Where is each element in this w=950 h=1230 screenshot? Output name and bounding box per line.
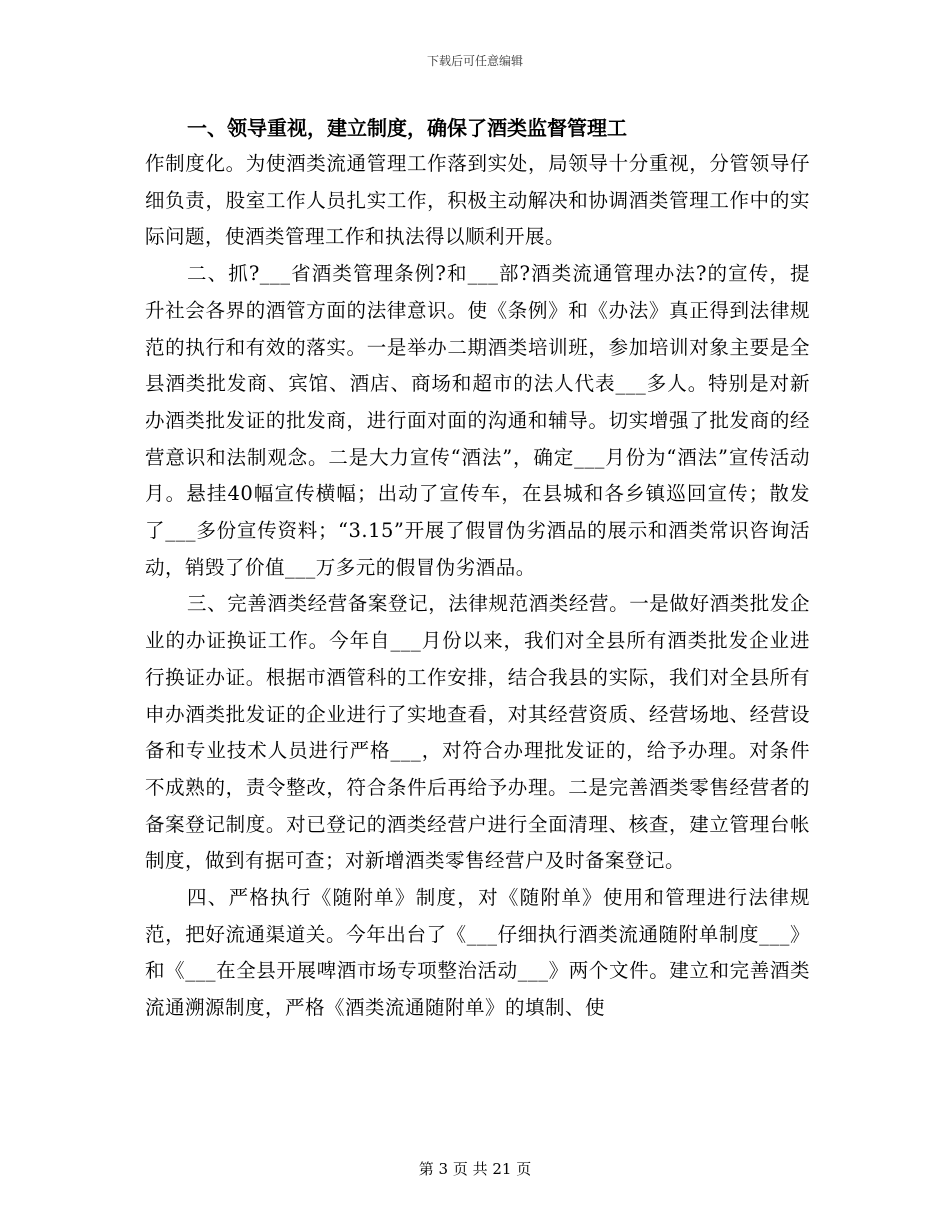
paragraph-2: 二、抓?___省酒类管理条例?和___部?酒类流通管理办法?的宣传，提升社会各界的酒管方面的法律意识。使《条例》和《办法》真正得到法律规范的执行和有效的落实。一是举办二期酒类培训班，参加培训对象主要是全县酒类批发商、宾馆、酒店、商场和超市的法人代表___多人。特别是对新办酒类批发证的批发商，进行面对面的沟通和辅导。切实增强了批发商的经营意识和法制观念。二是大力宣传“酒法”，确定___月份为“酒法”宣传活动月。悬挂40幅宣传横幅；出动了宣传车，在县城和各乡镇巡回宣传；散发了___多份宣传资料；“3.15”开展了假冒伪劣酒品的展示和酒类常识咨询活动，销毁了价值___万多元的假冒伪劣酒品。 [145,262,810,579]
page-header: 下载后可任意编辑 [426,54,523,68]
paragraph-3: 三、完善酒类经营备案登记，法律规范酒类经营。一是做好酒类批发企业的办证换证工作。今年自___月份以来，我们对全县所有酒类批发企业进行换证办证。根据市酒管科的工作安排，结合我县的实际，我们对全县所有申办酒类批发证的企业进行了实地查看，对其经营资质、经营场地、经营设备和专业技术人员进行严格___，对符合办理批发证的，给予办理。对条件不成熟的，责令整改，符合条件后再给予办理。二是完善酒类零售经营者的备案登记制度。对已登记的酒类经营户进行全面清理、核查，建立管理台帐制度，做到有据可查；对新增酒类零售经营户及时备案登记。 [145,592,810,873]
page-number: 第 3 页 共 21 页 [418,1160,532,1178]
document-body [145,110,810,1027]
paragraph-4: 四、严格执行《随附单》制度，对《随附单》使用和管理进行法律规范，把好流通渠道关。今年出台了《___仔细执行酒类流通随附单制度___》和《___在全县开展啤酒市场专项整治活动___》两个文件。建立和完善酒类流通溯源制度，严格《酒类流通随附单》的填制、使 [145,886,810,1020]
section-heading: 一、领导重视，建立制度，确保了酒类监督管理工 [187,116,627,140]
paragraph-1: 作制度化。为使酒类流通管理工作落到实处，局领导十分重视，分管领导仔细负责，股室工作人员扎实工作，积极主动解决和协调酒类管理工作中的实际问题，使酒类管理工作和执法得以顺利开展。 [145,152,810,249]
